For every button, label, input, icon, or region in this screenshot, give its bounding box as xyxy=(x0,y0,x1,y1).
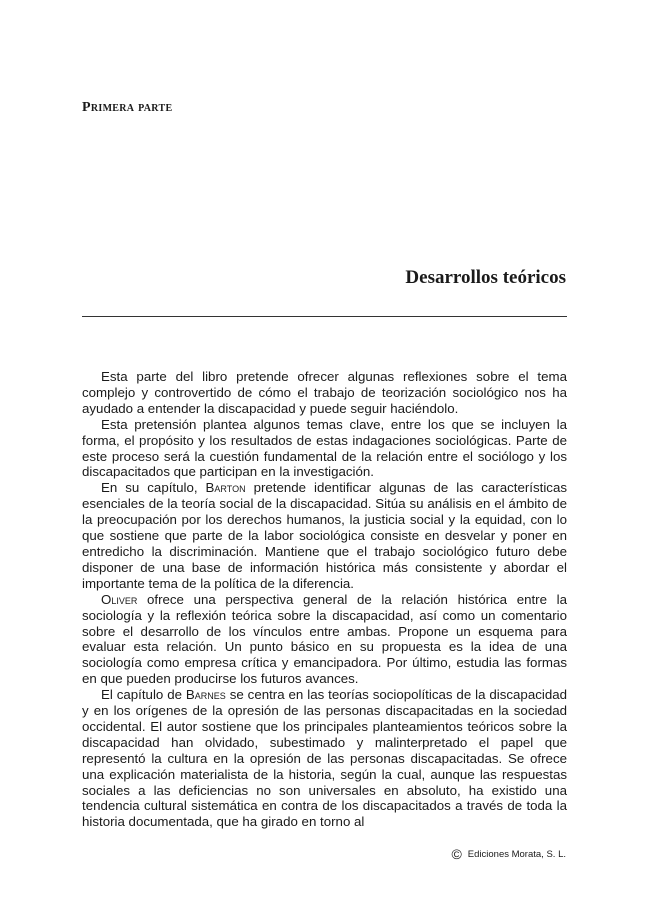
paragraph xyxy=(82,369,567,417)
paragraph xyxy=(82,592,567,687)
paragraph xyxy=(82,687,567,830)
publisher-name: Ediciones Morata, S. L. xyxy=(467,848,566,860)
part-label: Primera parte xyxy=(82,100,173,115)
paragraph-text: Esta parte del libro pretende ofrecer algunas reflexiones sobre el tema complejo y controvertido de cómo el trabajo de teorización sociológico nos ha ayudado a entender la discapacidad y puede seguir haciéndolo. xyxy=(82,369,567,416)
page-footer xyxy=(451,847,566,861)
paragraph xyxy=(82,480,567,591)
paragraph-text: El capítulo de xyxy=(101,687,186,703)
chapter-title: Desarrollos teóricos xyxy=(405,267,566,288)
author-name: Oliver xyxy=(101,591,138,607)
paragraph-text: se centra en las teorías sociopolíticas de la discapacidad y en los orígenes de la opresión de las personas discapacitadas en la sociedad occidental. El autor sostiene que los principales planteamientos teóricos sobre la discapacidad han olvidado, subestimado y malinterpretado el papel que representó la cultura en la opresión de las personas discapacitadas. Se ofrece una explicación materialista de la historia, según la cual, aunque las respuestas sociales a las deficiencias no son universales en absoluto, ha existido una tendencia cultural sistemática en contra de los discapacitados a través de toda la historia documentada, que ha girado en torno al xyxy=(82,687,567,830)
paragraph-text: ofrece una perspectiva general de la relación histórica entre la sociología y la reflexión teórica sobre la discapacidad, así como un comentario sobre el desarrollo de los vínculos entre ambas. Propone un esquema para evaluar esta relación. Un punto básico en su propuesta es la idea de una sociología como empresa crítica y emancipadora. Por último, estudia las formas en que pueden producirse los futuros avances. xyxy=(82,591,567,687)
copyright-icon: © xyxy=(451,846,462,862)
author-name: Barnes xyxy=(185,687,226,703)
paragraph-text: En su capítulo, xyxy=(101,480,206,496)
paragraph-text: Esta pretensión plantea algunos temas clave, entre los que se incluyen la forma, el propósito y los resultados de estas indagaciones sociológicas. Parte de este proceso será la cuestión fundamental de la relación entre el sociólogo y los discapacitados que participan en la investigación. xyxy=(82,416,567,480)
paragraph xyxy=(82,417,567,481)
title-divider xyxy=(82,316,567,317)
author-name: Barton xyxy=(205,480,246,496)
body-text xyxy=(82,369,567,830)
paragraph-text: pretende identificar algunas de las características esenciales de la teoría social de la discapacidad. Sitúa su análisis en el ámbito de la preocupación por los derechos humanos, la justicia social y la equidad, con lo que sostiene que parte de la labor sociológica consiste en desvelar y poner en entredicho la discriminación. Mantiene que el trabajo sociológico futuro debe disponer de una base de información histórica más consistente y abordar el importante tema de la política de la diferencia. xyxy=(82,480,567,591)
